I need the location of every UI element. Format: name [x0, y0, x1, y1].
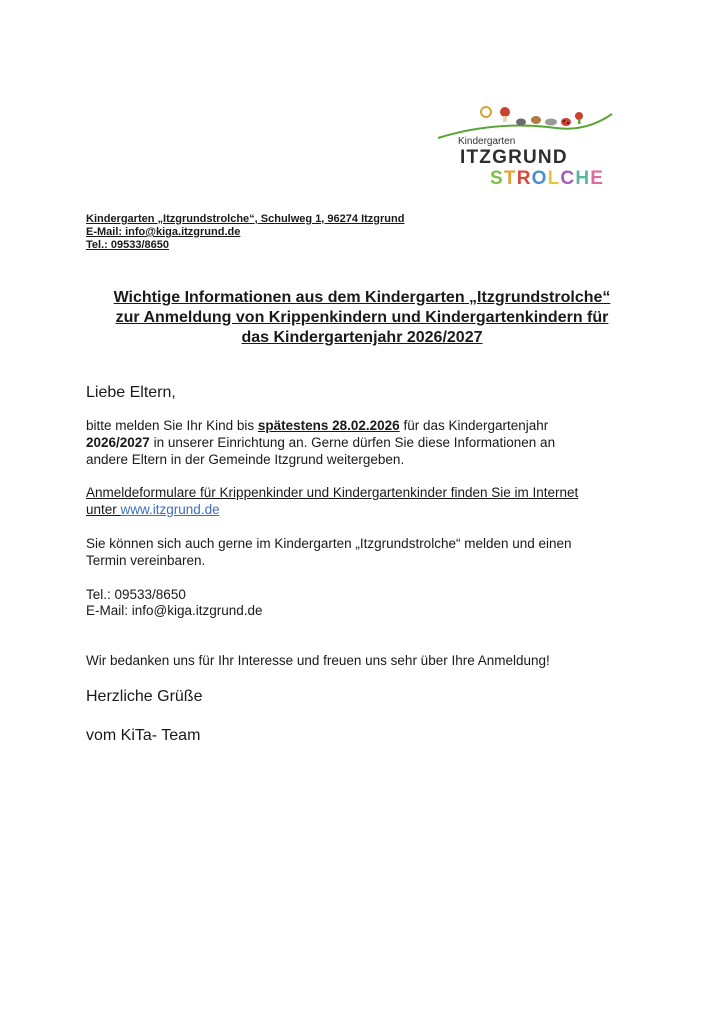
- closing-greeting: Herzliche Grüße: [86, 688, 203, 705]
- para1-line1: bitte melden Sie Ihr Kind bis spätestens 28.02.2026 für das Kindergartenjahr: [86, 418, 549, 433]
- header-address: Kindergarten „Itzgrundstrolche“, Schulweg 1, 96274 Itzgrund: [86, 213, 405, 225]
- logo-line1: ITZGRUND: [460, 147, 568, 168]
- title-line-1: Wichtige Informationen aus dem Kindergarten „Itzgrundstrolche“: [113, 289, 611, 306]
- logo-line2: STROLCHE: [490, 168, 605, 189]
- greeting: Liebe Eltern,: [86, 384, 176, 401]
- para3-line2: Termin vereinbaren.: [86, 553, 206, 568]
- para1-line3: andere Eltern in der Gemeinde Itzgrund weitergeben.: [86, 452, 405, 467]
- para2-line2: unter www.itzgrund.de: [86, 502, 220, 517]
- kindergarten-logo: [436, 98, 616, 198]
- contact-phone: Tel.: 09533/8650: [86, 587, 186, 602]
- logo-subtitle: Kindergarten: [458, 136, 516, 147]
- header-phone: Tel.: 09533/8650: [86, 239, 169, 251]
- title-line-2: zur Anmeldung von Krippenkindern und Kindergartenkindern für: [115, 309, 609, 326]
- school-year: 2026/2027: [86, 435, 150, 450]
- deadline: spätestens 28.02.2026: [257, 418, 400, 433]
- para2-line1: Anmeldeformulare für Krippenkinder und Kindergartenkinder finden Sie im Internet: [86, 485, 579, 500]
- para3-line1: Sie können sich auch gerne im Kindergarten „Itzgrundstrolche“ melden und einen: [86, 536, 572, 551]
- website-link[interactable]: www.itzgrund.de: [120, 502, 220, 517]
- contact-email: E-Mail: info@kiga.itzgrund.de: [86, 603, 263, 618]
- thanks-text: Wir bedanken uns für Ihr Interesse und freuen uns sehr über Ihre Anmeldung!: [86, 653, 550, 668]
- para1-line2: 2026/2027 in unserer Einrichtung an. Gerne dürfen Sie diese Informationen an: [86, 435, 556, 450]
- title-line-3: das Kindergartenjahr 2026/2027: [241, 329, 483, 346]
- header-email: E-Mail: info@kiga.itzgrund.de: [86, 226, 241, 238]
- closing-signature: vom KiTa- Team: [86, 727, 201, 744]
- document-title: [60, 288, 664, 348]
